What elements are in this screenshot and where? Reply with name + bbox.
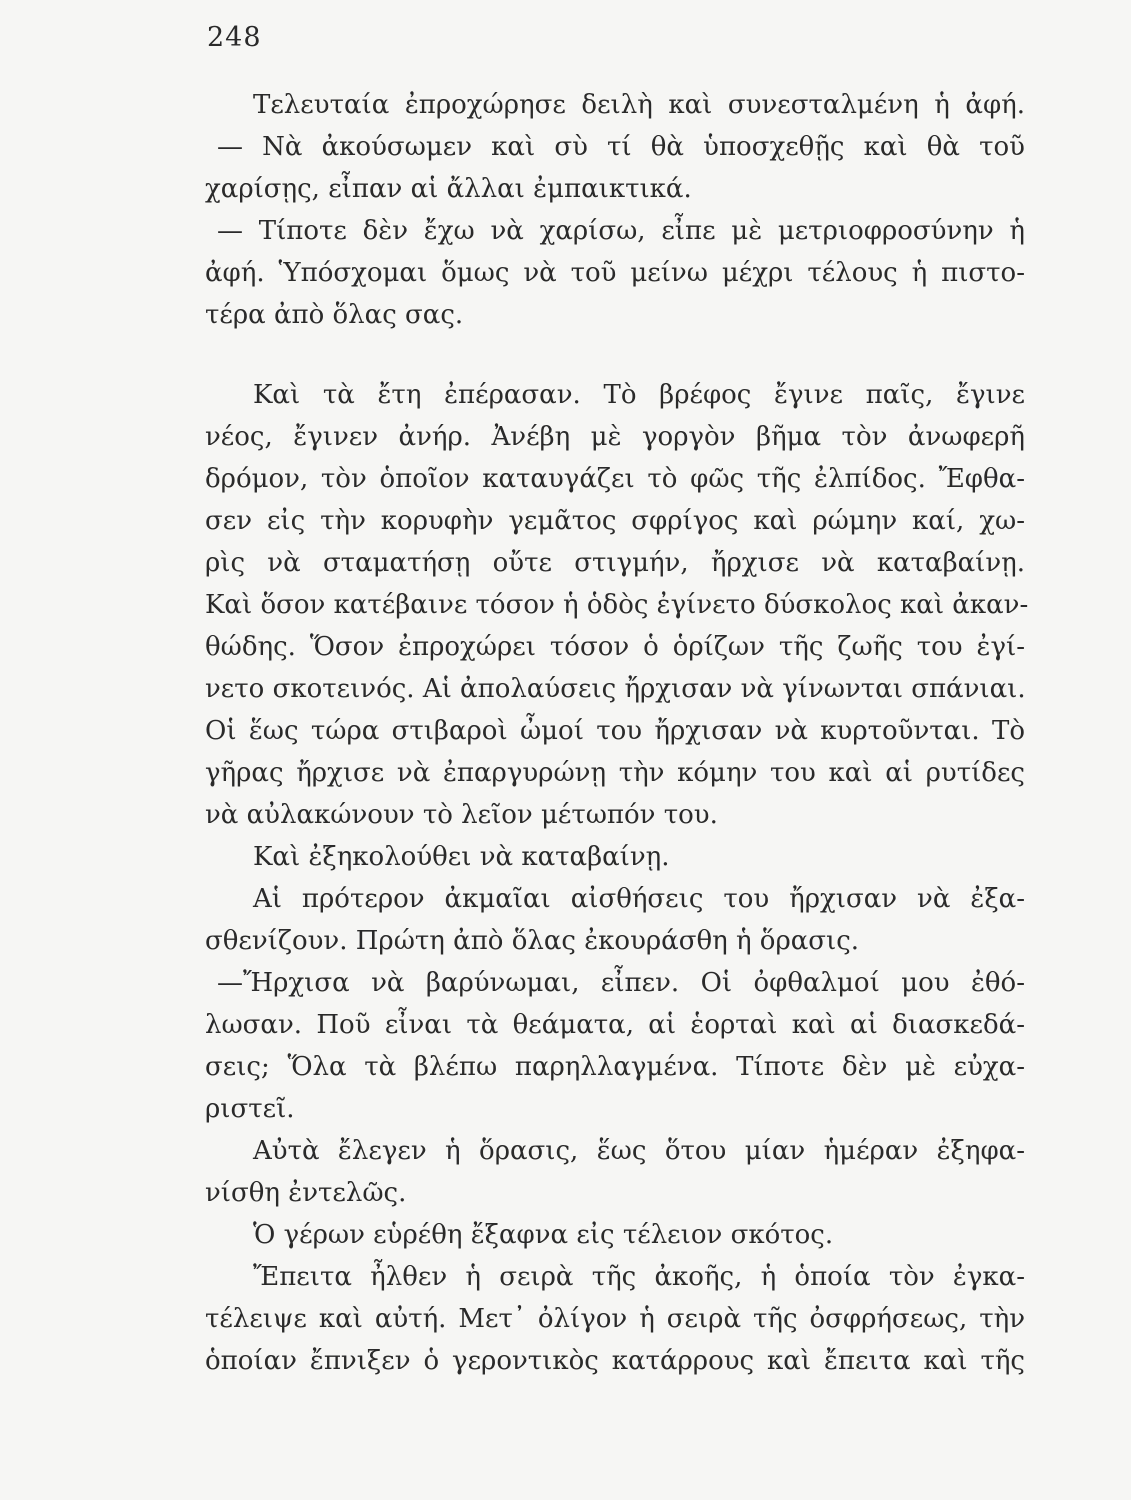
text-line: Καὶ τὰ ἔτη ἐπέρασαν. Τὸ βρέφος ἔγινε παῖς, ἔγινε [253,380,1025,410]
text-line: ἀφή. Ὑπόσχομαι ὅμως νὰ τοῦ μείνω μέχρι τέλους ἡ πιστο- [205,258,1025,288]
text-line: ρὶς νὰ σταματήσῃ οὔτε στιγμήν, ἤρχισε νὰ καταβαίνῃ. [205,548,1025,578]
text-line: σθενίζουν. Πρώτη ἀπὸ ὅλας ἐκουράσθη ἡ ὅρασις. [205,926,860,956]
text-line: Τελευταία ἐπροχώρησε δειλὴ καὶ συνεσταλμένη ἡ ἀφή. [253,90,1025,120]
text-line: γῆρας ἤρχισε νὰ ἐπαργυρώνῃ τὴν κόμην του καὶ αἱ ρυτίδες [205,758,1025,788]
text-line: Καὶ ὅσον κατέβαινε τόσον ἡ ὁδὸς ἐγίνετο δύσκολος καὶ ἀκαν- [205,590,1029,620]
text-line: — Τίποτε δὲν ἔχω νὰ χαρίσω, εἶπε μὲ μετριοφροσύνην ἡ [217,216,1025,246]
text-line: δρόμον, τὸν ὁποῖον καταυγάζει τὸ φῶς τῆς ἐλπίδος. Ἔφθα- [205,464,1025,494]
text-line: Ὁ γέρων εὑρέθη ἔξαφνα εἰς τέλειον σκότος. [253,1220,834,1250]
text-line: — Νὰ ἀκούσωμεν καὶ σὺ τί θὰ ὑποσχεθῇς καὶ θὰ τοῦ [217,132,1025,162]
text-line: Αὐτὰ ἔλεγεν ἡ ὅρασις, ἕως ὅτου μίαν ἡμέραν ἐξηφα- [253,1136,1025,1166]
text-line: νὰ αὐλακώνουν τὸ λεῖον μέτωπόν του. [205,800,718,830]
text-line: χαρίσῃς, εἶπαν αἱ ἄλλαι ἐμπαικτικά. [205,174,692,204]
text-line: λωσαν. Ποῦ εἶναι τὰ θεάματα, αἱ ἑορταὶ καὶ αἱ διασκεδά- [205,1010,1025,1040]
text-line: σεις; Ὅλα τὰ βλέπω παρηλλαγμένα. Τίποτε δὲν μὲ εὐχα- [205,1052,1025,1082]
text-line: τέρα ἀπὸ ὅλας σας. [205,300,464,330]
text-line: Αἱ πρότερον ἀκμαῖαι αἰσθήσεις του ἤρχισαν νὰ ἐξα- [253,884,1025,914]
text-line: νέος, ἔγινεν ἀνήρ. Ἀνέβη μὲ γοργὸν βῆμα τὸν ἀνωφερῆ [205,422,1025,452]
text-line: Καὶ ἐξηκολούθει νὰ καταβαίνῃ. [253,842,670,872]
text-line: Ἔπειτα ἦλθεν ἡ σειρὰ τῆς ἀκοῆς, ἡ ὁποία τὸν ἐγκα- [253,1262,1025,1292]
text-block-narrative [205,374,1029,1382]
text-line: ὁποίαν ἔπνιξεν ὁ γεροντικὸς κατάρρους καὶ ἔπειτα καὶ τῆς [205,1346,1025,1376]
text-block-dialogue [205,84,1025,336]
text-line: —Ἤρχισα νὰ βαρύνωμαι, εἶπεν. Οἱ ὀφθαλμοί μου ἐθό- [217,968,1025,998]
page-number: 248 [207,22,262,53]
text-line: θώδης. Ὅσον ἐπροχώρει τόσον ὁ ὁρίζων τῆς ζωῆς του ἐγί- [205,632,1025,662]
text-line: Οἱ ἕως τώρα στιβαροὶ ὦμοί του ἤρχισαν νὰ κυρτοῦνται. Τὸ [205,716,1025,746]
text-line: νίσθη ἐντελῶς. [205,1178,407,1208]
text-line: τέλειψε καὶ αὐτή. Μετ᾽ ὀλίγον ἡ σειρὰ τῆς ὀσφρήσεως, τὴν [205,1304,1025,1334]
text-line: ριστεῖ. [205,1094,295,1124]
text-line: νετο σκοτεινός. Αἱ ἀπολαύσεις ἤρχισαν νὰ γίνωνται σπάνιαι. [205,674,1026,704]
text-line: σεν εἰς τὴν κορυφὴν γεμᾶτος σφρίγος καὶ ρώμην καί, χω- [205,506,1025,536]
